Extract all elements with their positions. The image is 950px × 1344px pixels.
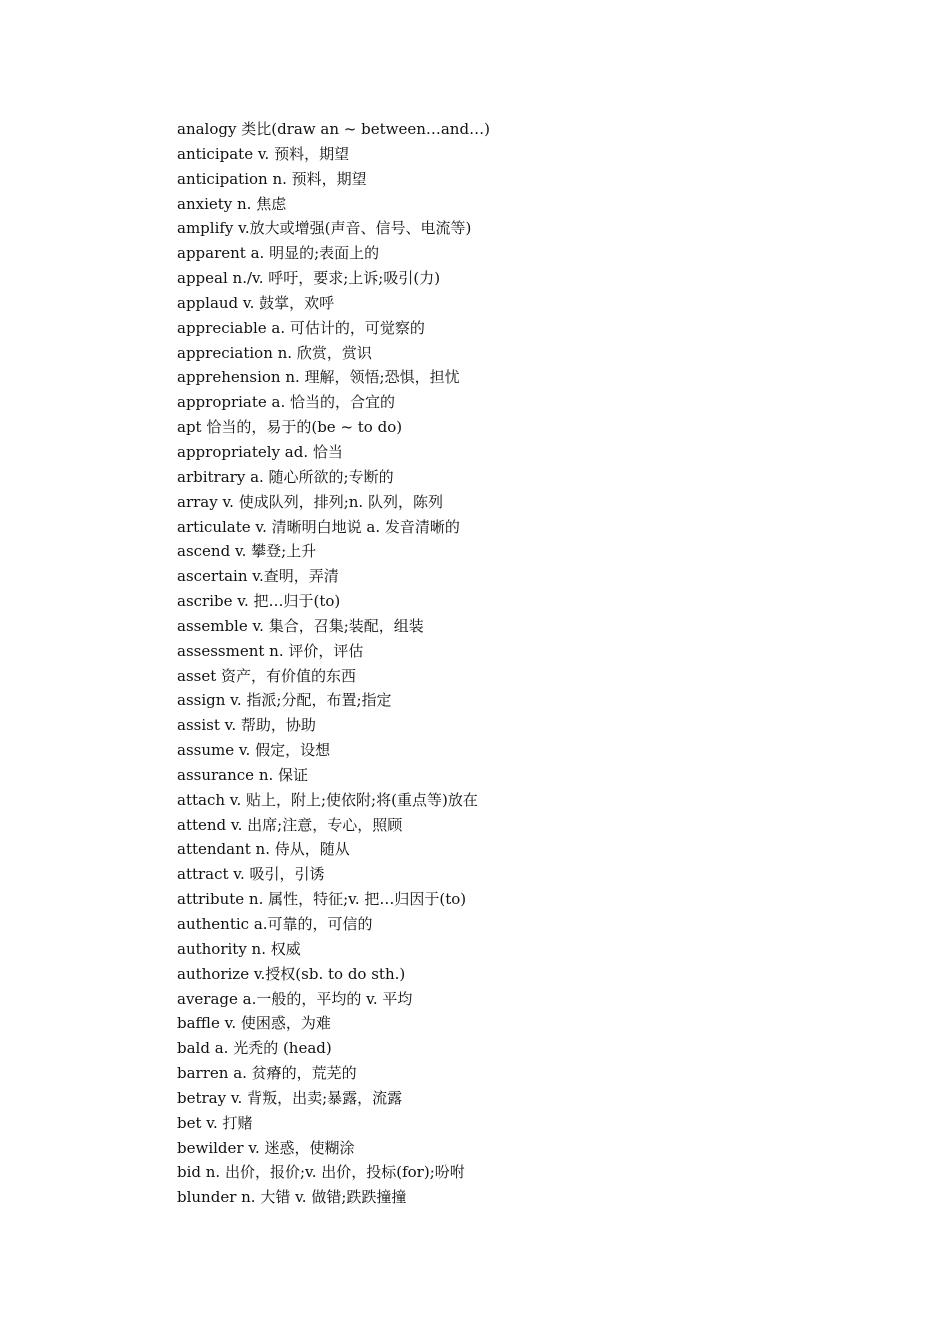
vocab-entry-anxiety: anxiety n. 焦虑	[177, 194, 287, 213]
vocab-entry-assume: assume v. 假定，设想	[177, 741, 331, 760]
vocab-entry-betray: betray v. 背叛，出卖;暴露，流露	[177, 1088, 403, 1107]
vocab-entry-attach: attach v. 贴上，附上;使依附;将(重点等)放在	[177, 790, 478, 809]
vocab-entry-authorize: authorize v.授权(sb. to do sth.)	[177, 964, 406, 983]
vocab-entry-blunder: blunder n. 大错 v. 做错;跌跌撞撞	[177, 1188, 407, 1207]
vocab-entry-appeal: appeal n./v. 呼吁，要求;上诉;吸引(力)	[177, 269, 441, 288]
vocab-entry-arbitrary: arbitrary a. 随心所欲的;专断的	[177, 467, 394, 486]
vocab-entry-attend: attend v. 出席;注意，专心，照顾	[177, 815, 403, 834]
vocab-entry-authority: authority n. 权威	[177, 939, 301, 958]
vocab-entry-apparent: apparent a. 明显的;表面上的	[177, 244, 380, 263]
vocab-entry-assemble: assemble v. 集合，召集;装配，组装	[177, 616, 424, 635]
vocab-entry-ascertain: ascertain v.查明，弄清	[177, 567, 339, 586]
vocab-entry-baffle: baffle v. 使困惑，为难	[177, 1014, 331, 1033]
vocab-entry-ascribe: ascribe v. 把…归于(to)	[177, 592, 341, 611]
vocab-entry-apprehension: apprehension n. 理解，领悟;恐惧，担忧	[177, 368, 460, 387]
vocab-entry-appreciable: appreciable a. 可估计的，可觉察的	[177, 318, 425, 337]
vocab-entry-bald: bald a. 光秃的 (head)	[177, 1039, 332, 1058]
vocab-entry-assurance: assurance n. 保证	[177, 765, 309, 784]
vocab-entry-anticipation: anticipation n. 预料，期望	[177, 169, 367, 188]
vocab-entry-appropriately: appropriately ad. 恰当	[177, 442, 343, 461]
vocab-entry-authentic: authentic a.可靠的，可信的	[177, 915, 373, 933]
vocab-entry-applaud: applaud v. 鼓掌，欢呼	[177, 293, 335, 312]
vocab-entry-assessment: assessment n. 评价，评估	[177, 641, 364, 660]
vocab-entry-attribute: attribute n. 属性，特征;v. 把…归因于(to)	[177, 890, 467, 909]
vocab-entry-bewilder: bewilder v. 迷惑，使糊涂	[177, 1138, 355, 1157]
vocab-entry-attract: attract v. 吸引，引诱	[177, 865, 325, 884]
vocab-entry-amplify: amplify v.放大或增强(声音、信号、电流等)	[177, 219, 472, 238]
vocab-entry-bid: bid n. 出价，报价;v. 出价，投标(for);吩咐	[177, 1163, 465, 1182]
vocab-entry-appropriate: appropriate a. 恰当的，合宜的	[177, 393, 396, 412]
vocab-entry-assign: assign v. 指派;分配，布置;指定	[177, 691, 392, 710]
vocab-entry-asset: asset 资产，有价值的东西	[177, 666, 357, 685]
vocab-entry-barren: barren a. 贫瘠的，荒芜的	[177, 1064, 357, 1083]
vocab-entry-average: average a.一般的，平均的 v. 平均	[177, 989, 413, 1008]
vocab-entry-assist: assist v. 帮助，协助	[177, 716, 316, 735]
vocab-entry-analogy: analogy 类比(draw an ~ between…and…)	[177, 120, 490, 138]
vocab-entry-bet: bet v. 打赌	[177, 1113, 253, 1132]
vocabulary-list	[177, 117, 490, 1210]
vocab-entry-appreciation: appreciation n. 欣赏，赏识	[177, 343, 372, 362]
vocab-entry-anticipate: anticipate v. 预料，期望	[177, 144, 350, 163]
vocab-entry-ascend: ascend v. 攀登;上升	[177, 542, 317, 561]
vocab-entry-apt: apt 恰当的，易于的(be ~ to do)	[177, 418, 403, 437]
vocab-entry-array: array v. 使成队列，排列;n. 队列，陈列	[177, 492, 443, 511]
vocab-entry-attendant: attendant n. 侍从，随从	[177, 840, 350, 859]
vocab-entry-articulate: articulate v. 清晰明白地说 a. 发音清晰的	[177, 517, 460, 536]
